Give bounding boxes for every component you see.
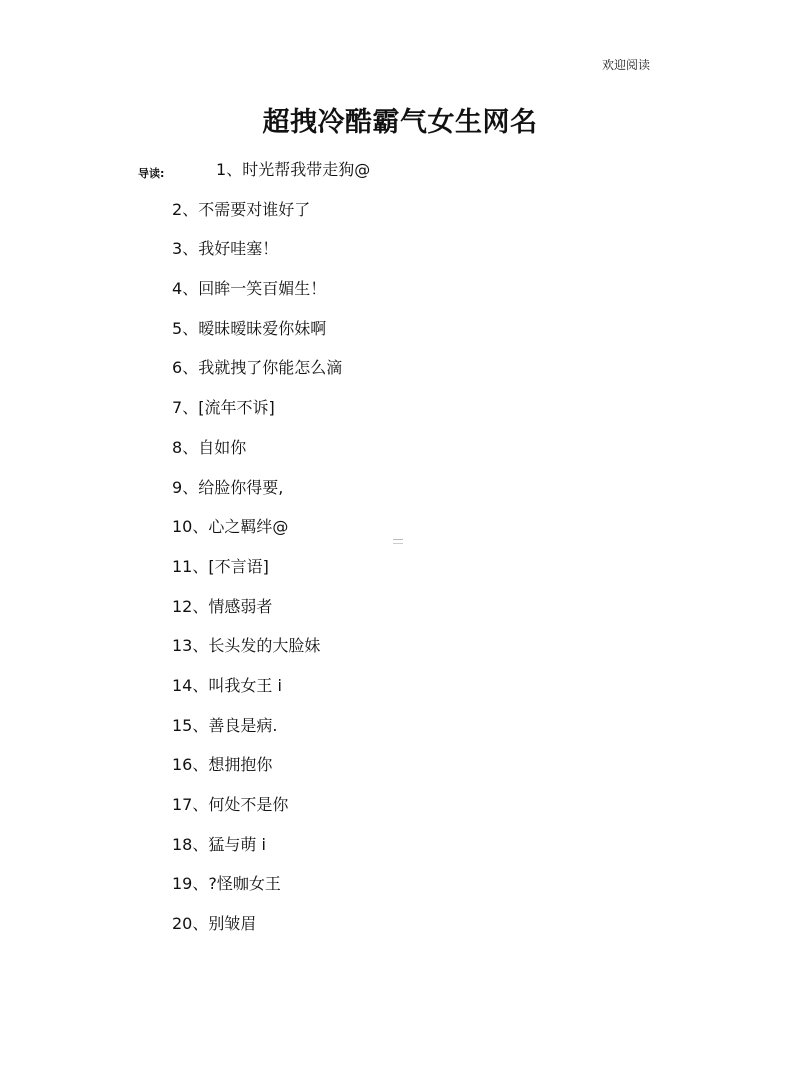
list-item [172,833,370,873]
list-item-separator: 、 [192,636,209,656]
list-item-number: 20 [172,914,193,934]
list-item [172,912,370,952]
list-item-number: 15 [172,715,193,735]
list-item-separator: 、 [192,834,209,854]
list-item [172,396,370,436]
list-item-separator: 、 [192,914,209,934]
list-item-number: 8 [172,437,183,457]
list-item-number: 13 [172,636,193,656]
list-item [172,753,370,793]
list-item [172,872,370,912]
list-item-text: 我好哇塞！ [198,239,279,259]
list-item-text: [不言语] [208,556,269,576]
document-title: 超拽冷酷霸气女生网名 [262,107,538,138]
list-item-separator: 、 [182,199,199,219]
list-item-text: 何处不是你 [208,795,289,814]
list-item-text: ?怪咖女王 [208,874,281,894]
list-item [172,634,370,674]
list-item-separator: 、 [192,795,209,814]
list-item-number: 7 [172,398,183,418]
list-item-number: 18 [172,834,193,854]
list-item-text: 想拥抱你 [208,755,273,775]
list-item-separator: 、 [192,715,209,735]
list-item-separator: 、 [192,675,209,695]
list-item-number: 1 [216,160,227,179]
list-item-separator: 、 [182,318,199,338]
list-item-number: 16 [172,755,193,775]
header-note: 欢迎阅读 [602,58,651,72]
list-item-separator: 、 [192,755,209,775]
list-item-separator: 、 [182,279,199,299]
list-item-text: 猛与萌 i [208,834,266,854]
list-item [172,436,370,476]
list-item-number: 17 [172,795,193,814]
list-item [172,317,370,357]
list-item-text: 暧昧暧昧爱你妹啊 [198,318,327,338]
list-item [172,714,370,754]
list-item [172,198,370,238]
list-item-number: 14 [172,675,193,695]
list-item [172,356,370,396]
nickname-list [172,158,370,952]
list-item-separator: 、 [192,874,209,894]
list-item-separator: 、 [226,160,243,179]
list-item-text: 回眸一笑百媚生！ [198,279,327,299]
list-item [172,595,370,635]
list-item-text: 不需要对谁好了 [198,199,311,219]
list-item-text: 自如你 [198,437,247,457]
list-item-number: 19 [172,874,193,894]
list-item-text: 我就拽了你能怎么滴 [198,358,343,378]
list-item-separator: 、 [192,556,209,576]
list-item-separator: 、 [182,477,199,497]
scan-artifact [393,539,403,544]
list-item-text: 给脸你得要, [198,477,284,497]
list-item [172,515,370,555]
list-item-number: 9 [172,477,183,497]
list-item [172,237,370,277]
list-item-number: 11 [172,556,193,576]
list-item-text: 叫我女王 i [208,675,282,695]
list-item-number: 2 [172,199,183,219]
list-item-text: 别皱眉 [208,914,257,934]
list-item-separator: 、 [192,517,209,537]
list-item-separator: 、 [192,596,209,616]
list-item-separator: 、 [182,437,199,457]
list-item-separator: 、 [182,398,199,418]
list-item [172,674,370,714]
list-item-separator: 、 [182,358,199,378]
list-item-text: 时光帮我带走狗@ [242,160,371,179]
list-item-text: [流年不诉] [198,398,275,418]
list-item-separator: 、 [182,239,199,259]
list-item [172,277,370,317]
list-item [172,158,370,198]
list-item-text: 情感弱者 [208,596,273,616]
list-item-number: 6 [172,358,183,378]
lead-label: 导读: [138,167,165,180]
list-item-number: 5 [172,318,183,338]
list-item-text: 心之羁绊@ [208,517,289,537]
list-item-number: 4 [172,279,183,299]
list-item-number: 10 [172,517,193,537]
list-item-text: 善良是病. [208,715,278,735]
list-item [172,555,370,595]
list-item-number: 3 [172,239,183,259]
list-item [172,793,370,833]
list-item-text: 长头发的大脸妹 [208,636,321,656]
list-item [172,476,370,516]
list-item-number: 12 [172,596,193,616]
